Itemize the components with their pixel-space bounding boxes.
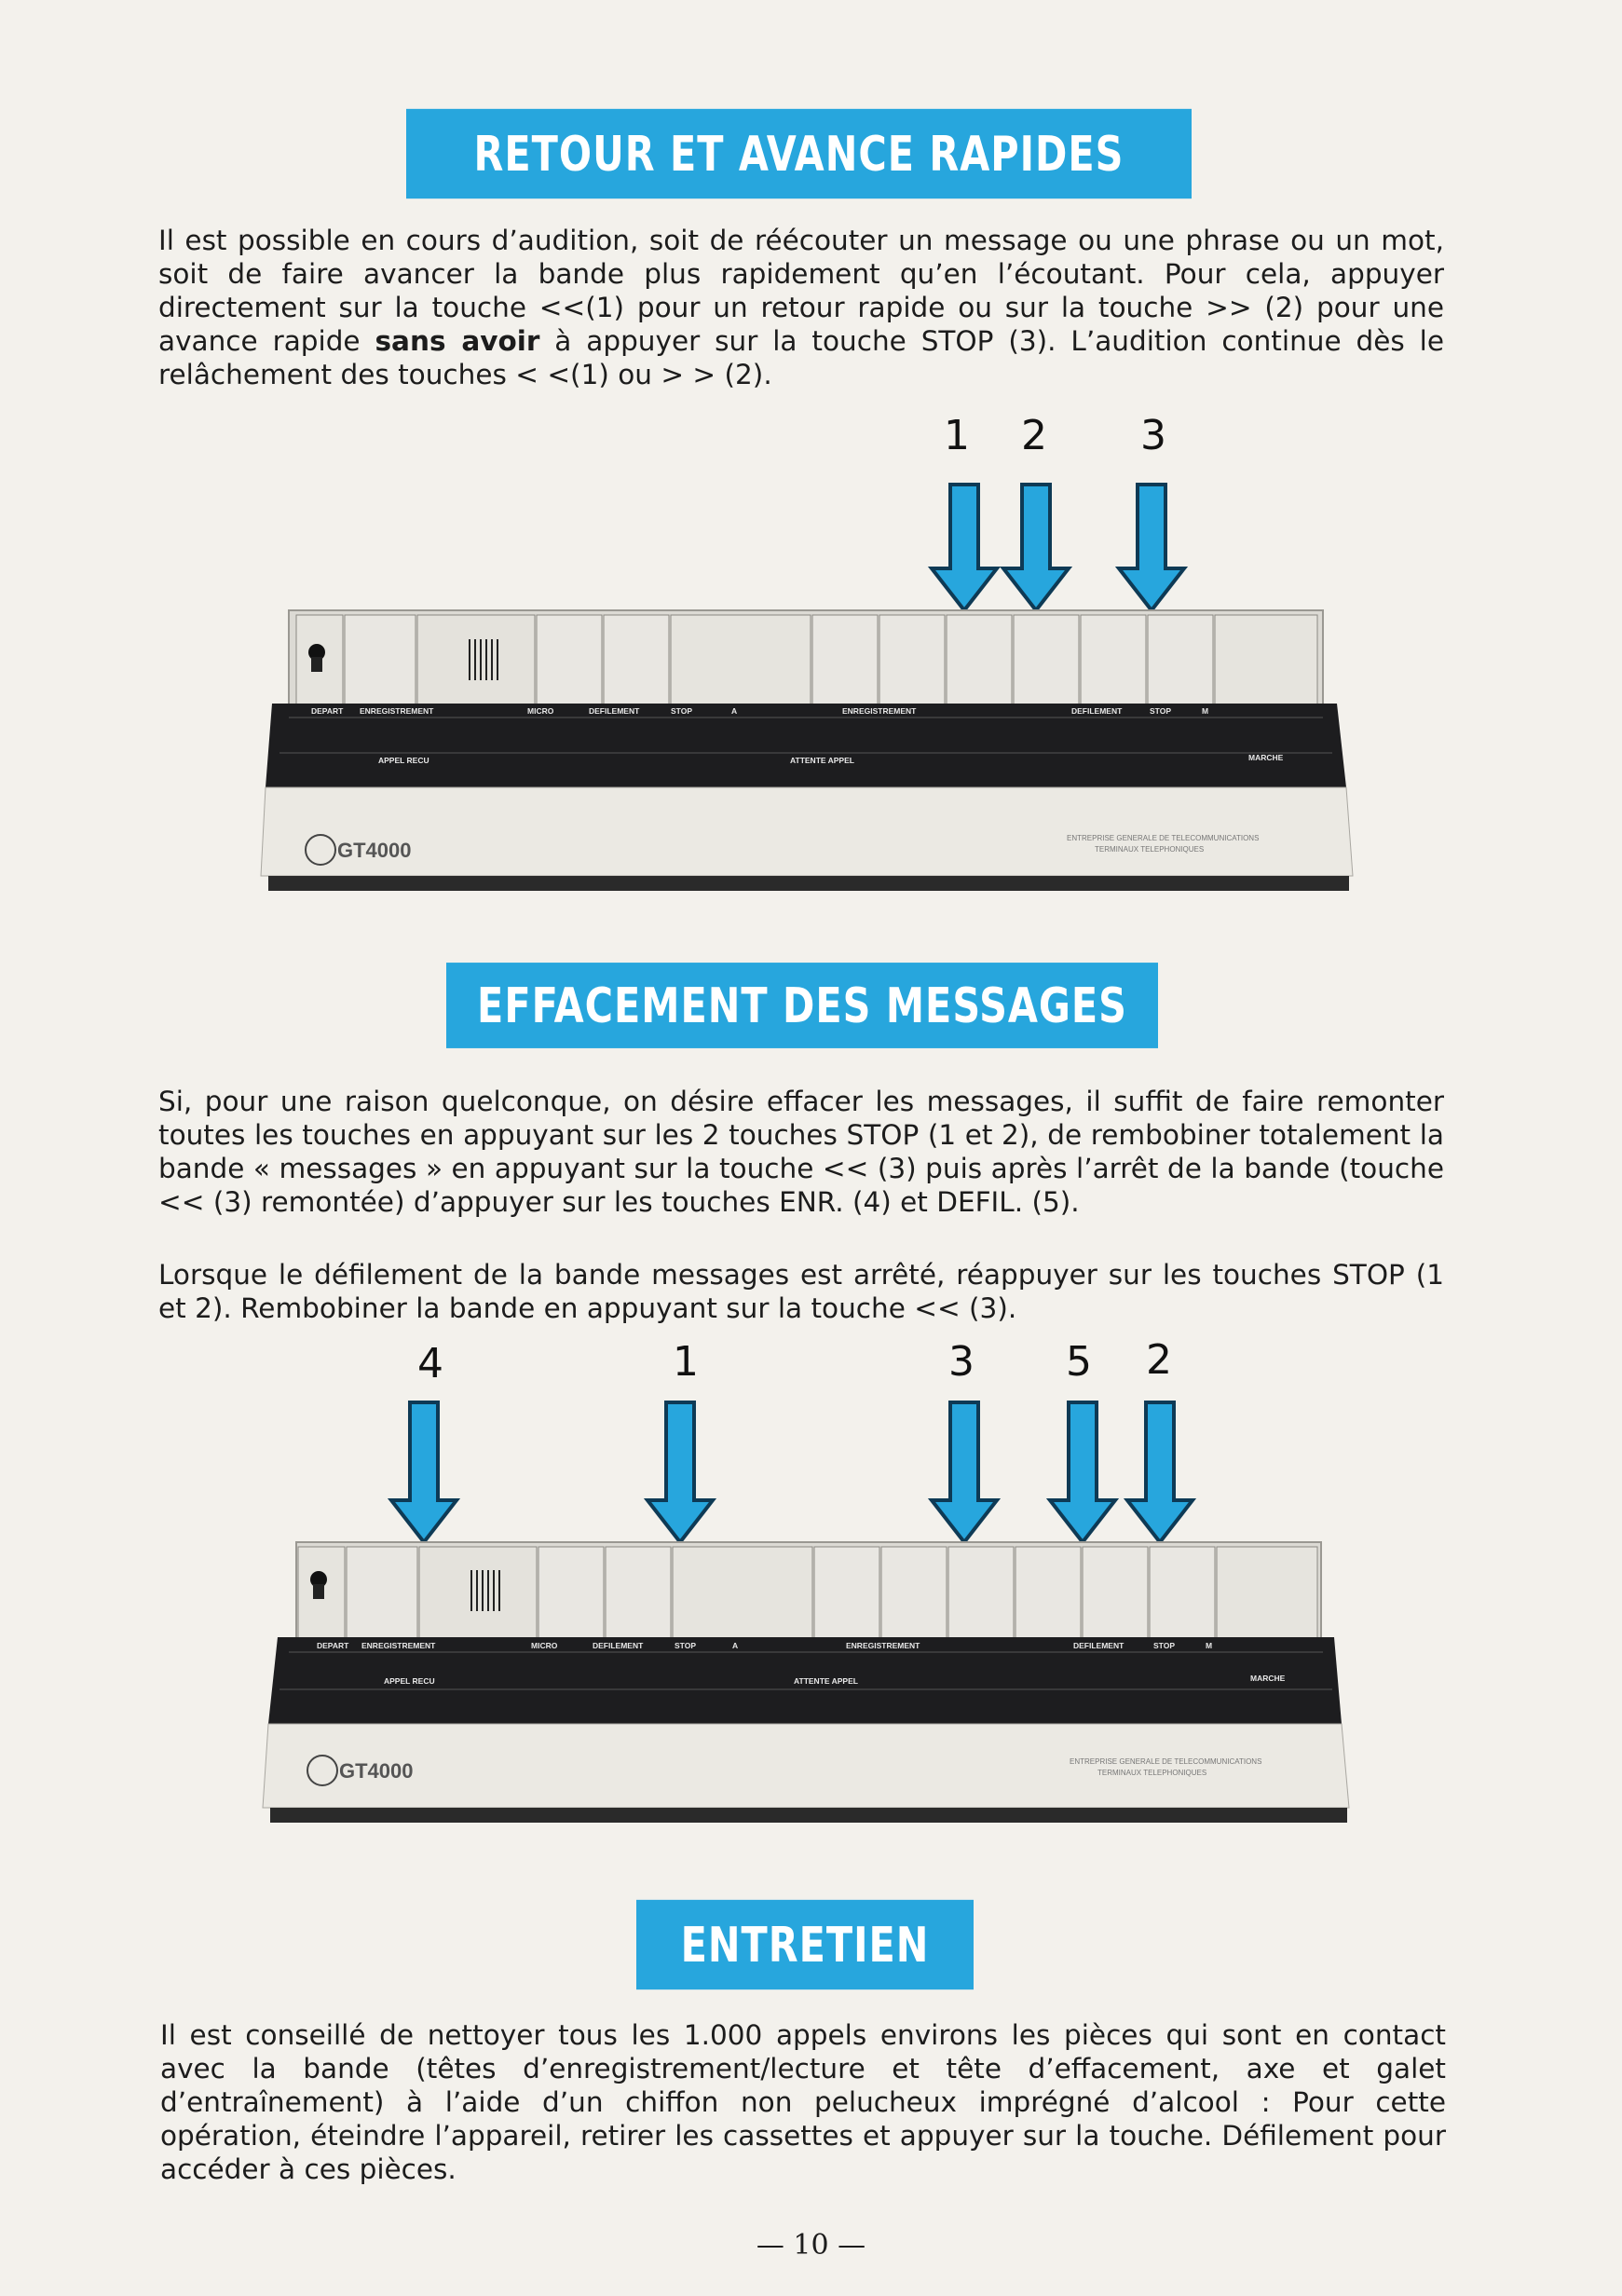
device-label-micro: MICRO (527, 706, 554, 716)
brand-logo: GT4000 (337, 839, 412, 862)
device-label-enregistrement: ENREGISTREMENT (360, 706, 434, 716)
arrow-1b (647, 1402, 713, 1542)
maker-line-1: ENTREPRISE GENERALE DE TELECOMMUNICATIONS (1067, 834, 1260, 842)
callout-number-3: 3 (1140, 412, 1166, 459)
device-label-m: M (1202, 706, 1209, 716)
bold-text-run: sans avoir (375, 325, 540, 357)
section-title-effacement (446, 963, 1158, 1048)
arrow-5 (1050, 1402, 1115, 1542)
arrow-4 (391, 1402, 457, 1542)
page-number: — 10 — (756, 2229, 866, 2262)
device-label-stop-2: STOP (1153, 1641, 1175, 1650)
maker-line-2: TERMINAUX TELEPHONIQUES (1095, 845, 1205, 854)
callout-number-3b: 3 (948, 1338, 975, 1386)
device-svg-1 (252, 466, 1370, 904)
device-label-attente-appel: ATTENTE APPEL (794, 1676, 858, 1686)
device-label-stop: STOP (675, 1641, 696, 1650)
device-label-enregistrement-2: ENREGISTREMENT (842, 706, 917, 716)
callout-number-4: 4 (417, 1340, 443, 1387)
section-title-text: ENTRETIEN (680, 1916, 930, 1974)
device-label-enregistrement: ENREGISTREMENT (361, 1641, 436, 1650)
device-label-depart: DEPART (311, 706, 344, 716)
device-label-appel-recu: APPEL RECU (384, 1676, 435, 1686)
paragraph-effacement-1 (158, 1085, 1444, 1219)
device-label-marche: MARCHE (1250, 1674, 1286, 1683)
device-label-marche: MARCHE (1248, 753, 1284, 762)
section-title-retour-avance (406, 109, 1192, 198)
device-label-a: A (731, 706, 738, 716)
section-title-entretien (636, 1900, 974, 1989)
section-title-text: EFFACEMENT DES MESSAGES (477, 977, 1127, 1034)
answering-machine-illustration-1 (252, 466, 1370, 904)
device-label-attente-appel: ATTENTE APPEL (790, 756, 854, 765)
device-label-micro: MICRO (531, 1641, 558, 1650)
device-label-depart: DEPART (317, 1641, 349, 1650)
callout-number-2b: 2 (1146, 1336, 1172, 1384)
device-label-enregistrement-2: ENREGISTREMENT (846, 1641, 920, 1650)
arrow-3b (932, 1402, 997, 1542)
device-label-defilement: DEFILEMENT (593, 1641, 644, 1650)
arrow-2b (1127, 1402, 1193, 1542)
device-label-defilement: DEFILEMENT (589, 706, 640, 716)
arrow-3 (1119, 485, 1184, 610)
paragraph-effacement-2 (158, 1258, 1444, 1325)
device-label-a: A (732, 1641, 739, 1650)
device-label-stop-2: STOP (1150, 706, 1171, 716)
text-run: à appuyer sur la touche STOP (3). L’audition continue dès le relâchement des touches < <(1) ou > > (2). (158, 325, 1445, 390)
callout-number-5: 5 (1066, 1338, 1092, 1386)
answering-machine-illustration-2 (252, 1393, 1370, 1831)
callout-number-1: 1 (944, 412, 970, 459)
section-title-text: RETOUR ET AVANCE RAPIDES (473, 125, 1124, 183)
callout-number-1b: 1 (673, 1338, 699, 1386)
text-run: Si, pour une raison quelconque, on désire effacer les messages, il suffit de faire remonter toutes les touches en appuyant sur les 2 touches STOP (1 et 2), de rembobiner totalement la bande « messages » en appuyant sur la touche << (3) puis après l’arrêt de la bande (touche << (3) remontée) d’appuyer sur les touches ENR. (4) et DEFIL. (5). (158, 1086, 1444, 1218)
paragraph-retour-avance (158, 224, 1444, 391)
device-label-stop: STOP (671, 706, 692, 716)
brand-logo: GT4000 (339, 1759, 414, 1783)
arrow-2 (1003, 485, 1069, 610)
device-svg-2 (252, 1393, 1370, 1831)
text-run: Il est conseillé de nettoyer tous les 1.000 appels environs les pièces qui sont en contact avec la bande (têtes d’enregistrement/lecture et tête d’effacement, axe et galet d’entraînement) à l’aide d’un chiffon non pelucheux imprégné d’alcool : Pour cette opération, éteindre l’appareil, retirer les cassettes et appuyer sur la touche. Défilement pour accéder à ces pièces. (160, 2019, 1446, 2185)
device-label-defilement-2: DEFILEMENT (1073, 1641, 1124, 1650)
maker-line-2: TERMINAUX TELEPHONIQUES (1097, 1769, 1207, 1777)
device-label-m: M (1206, 1641, 1213, 1650)
text-run: Il est possible en cours d’audition, soit de réécouter un message ou une phrase ou un mot, soit de faire avancer la bande plus rapidement qu’en l’écoutant. Pour cela, appuyer directement sur la touche <<(1) pour un retour rapide ou sur la touche >> (2) pour une avance rapide (158, 225, 1444, 357)
paragraph-entretien (160, 2018, 1446, 2186)
arrow-1 (932, 485, 997, 610)
callout-number-2: 2 (1021, 412, 1047, 459)
text-run: Lorsque le défilement de la bande messages est arrêté, réappuyer sur les touches STOP (1 et 2). Rembobiner la bande en appuyant sur la touche << (3). (158, 1259, 1444, 1324)
maker-line-1: ENTREPRISE GENERALE DE TELECOMMUNICATIONS (1070, 1757, 1262, 1766)
device-label-defilement-2: DEFILEMENT (1071, 706, 1123, 716)
device-label-appel-recu: APPEL RECU (378, 756, 429, 765)
